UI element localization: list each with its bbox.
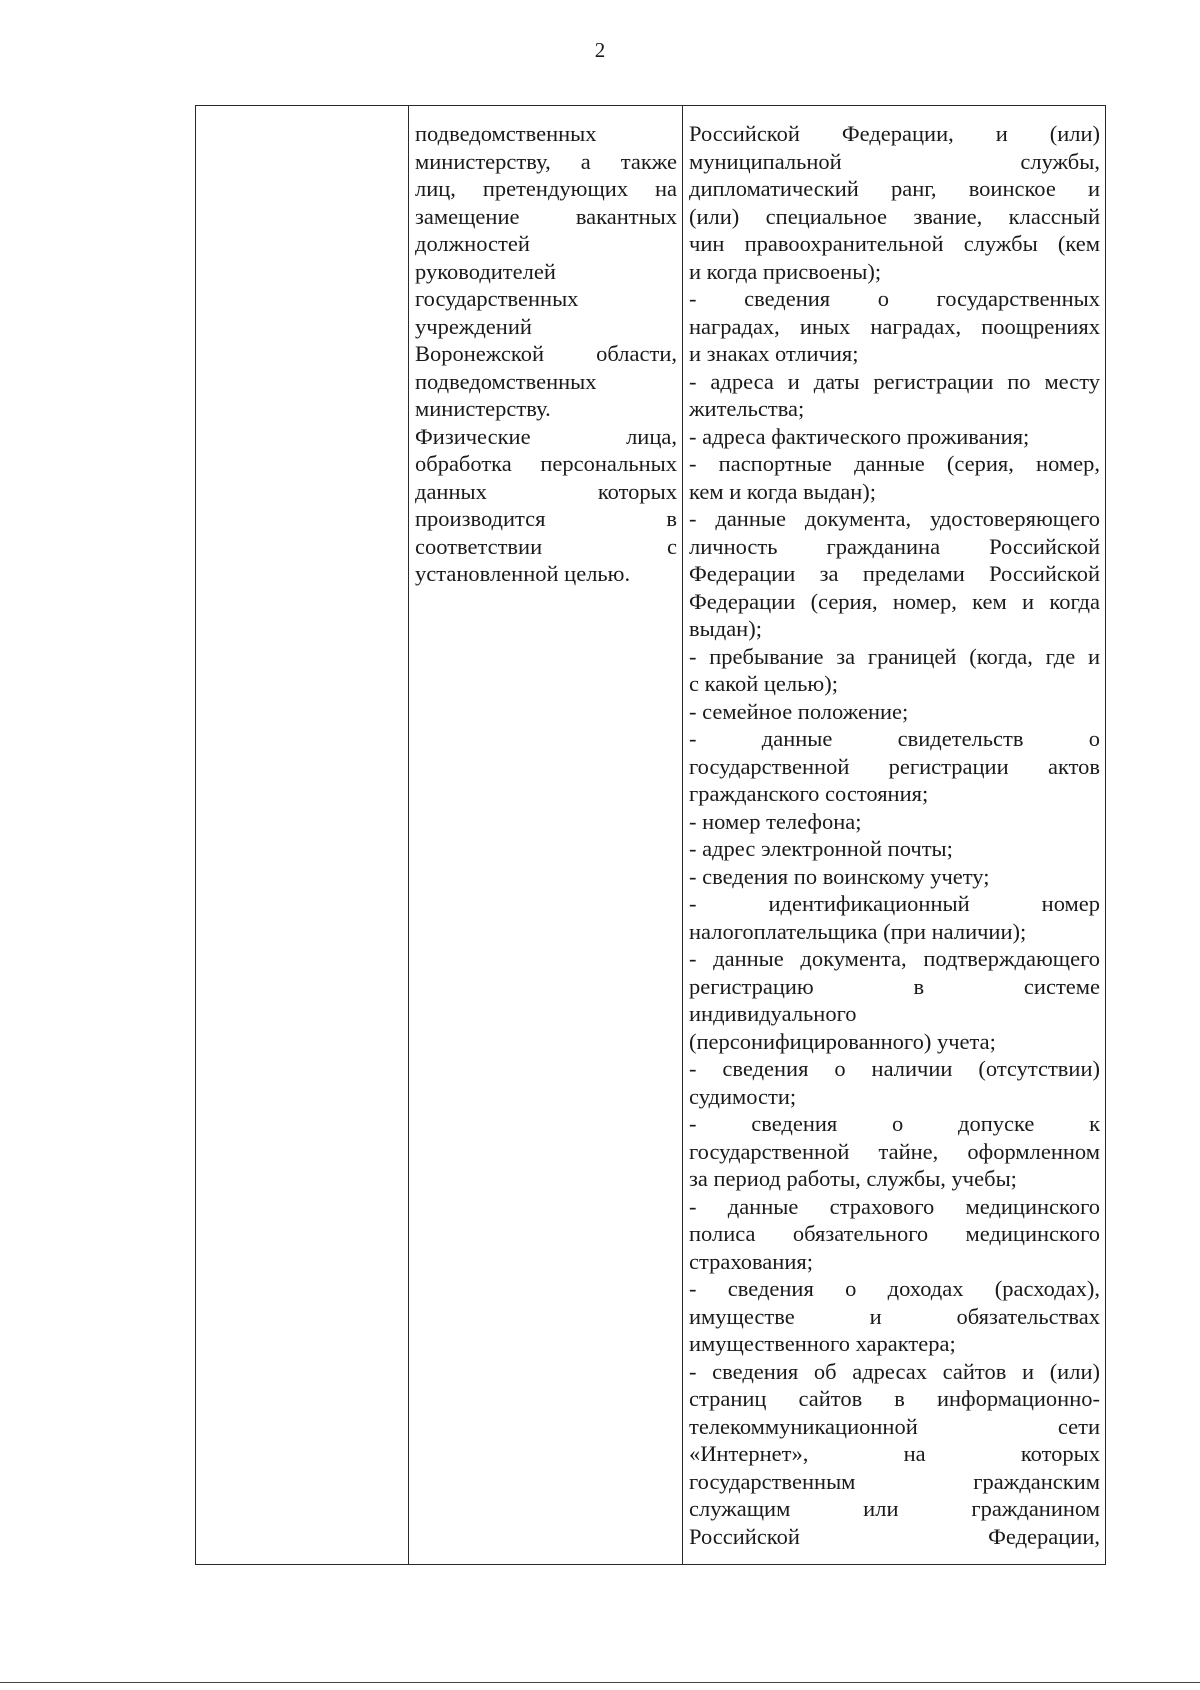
table-cell-empty [196, 106, 409, 1565]
text-line: Федерации за пределами Российской [689, 561, 1100, 586]
text-line: - адрес электронной почты; [689, 836, 953, 861]
text-line: полиса обязательного медицинского [689, 1221, 1100, 1246]
text-line: министерству, а также [415, 148, 677, 174]
text-line: государственной регистрации актов [689, 753, 1100, 779]
text-line: соответствии с [415, 533, 677, 559]
text-line: руководителей [415, 258, 556, 284]
text-line: Российской Федерации, [689, 1523, 1100, 1549]
text-line: - данные документа, удостоверяющего [689, 506, 1100, 531]
table-cell-data-categories [683, 106, 1106, 1565]
text-line: - сведения о доходах (расходах), [689, 1276, 1100, 1301]
text-line: министерству. [415, 396, 551, 421]
text-line: «Интернет», на которых [689, 1441, 1100, 1466]
text-line: государственных [415, 286, 579, 311]
text-line: Российской Федерации, и (или) [689, 121, 1100, 146]
text-line: (персонифицированного) учета; [689, 1028, 996, 1054]
text-line: - сведения о допуске к [689, 1111, 1100, 1136]
subjects-text [409, 106, 682, 588]
text-line: Федерации (серия, номер, кем и когда [689, 588, 1100, 614]
text-line: и когда присвоены); [689, 258, 882, 284]
data-categories-text [683, 106, 1105, 1550]
text-line: - сведения о наличии (отсутствии) [689, 1056, 1100, 1081]
text-line: служащим или гражданином [689, 1496, 1100, 1521]
text-line: государственным гражданским [689, 1468, 1100, 1494]
text-line: государственной тайне, оформленном [689, 1138, 1100, 1164]
text-line: телекоммуникационной сети [689, 1413, 1100, 1439]
text-line: учреждений [415, 313, 532, 339]
page-number: 2 [594, 38, 606, 62]
text-line: данных которых [415, 478, 677, 504]
text-line: должностей [415, 231, 530, 256]
page-bottom-rule [0, 1682, 1200, 1683]
table-cell-subjects [409, 106, 683, 1565]
table-row [196, 106, 1106, 1565]
text-line: страниц сайтов в информационно- [689, 1386, 1100, 1411]
text-line: страхования; [689, 1248, 813, 1274]
text-line: с какой целью); [689, 671, 838, 696]
text-line: и знаках отличия; [689, 341, 859, 366]
text-line: - сведения об адресах сайтов и (или) [689, 1358, 1100, 1384]
text-line: чин правоохранительной службы (кем [689, 231, 1100, 256]
text-line: обработка персональных [415, 451, 677, 476]
text-line: (или) специальное звание, классный [689, 203, 1100, 229]
text-line: замещение вакантных [415, 203, 677, 229]
text-line: - идентификационный номер [689, 891, 1100, 916]
text-line: гражданского состояния; [689, 781, 929, 806]
text-line: подведомственных [415, 368, 597, 394]
text-line: лиц, претендующих на [415, 176, 677, 201]
text-line: регистрацию в системе [689, 973, 1100, 999]
text-line: Воронежской области, [415, 341, 677, 366]
text-line: за период работы, службы, учебы; [689, 1166, 1017, 1191]
text-line: - пребывание за границей (когда, где и [689, 643, 1100, 669]
text-line: - адреса и даты регистрации по месту [689, 368, 1100, 394]
text-line: имуществе и обязательствах [689, 1303, 1100, 1329]
text-line: - семейное положение; [689, 698, 909, 724]
text-line: кем и когда выдан); [689, 478, 877, 504]
text-line: судимости; [689, 1083, 797, 1109]
text-line: - данные документа, подтверждающего [689, 946, 1100, 971]
text-line: индивидуального [689, 1001, 857, 1026]
text-line: подведомственных [415, 121, 597, 146]
text-line: - паспортные данные (серия, номер, [689, 451, 1100, 476]
text-line: личность гражданина Российской [689, 533, 1100, 559]
text-line: выдан); [689, 616, 762, 641]
document-table [195, 105, 1106, 1565]
text-line: налогоплательщика (при наличии); [689, 918, 1027, 944]
text-line: - данные свидетельств о [689, 726, 1100, 751]
text-line: муниципальной службы, [689, 148, 1100, 174]
text-line: жительства; [689, 396, 805, 421]
text-line: - адреса фактического проживания; [689, 423, 1030, 449]
text-line: дипломатический ранг, воинское и [689, 176, 1100, 201]
text-line: установленной целью. [415, 561, 631, 586]
text-line: наградах, иных наградах, поощрениях [689, 313, 1100, 339]
text-line: - данные страхового медицинского [689, 1193, 1100, 1219]
text-line: - сведения по воинскому учету; [689, 863, 990, 889]
text-line: Физические лица, [415, 423, 677, 449]
text-line: - сведения о государственных [689, 286, 1100, 311]
text-line: производится в [415, 506, 677, 531]
text-line: - номер телефона; [689, 808, 862, 834]
text-line: имущественного характера; [689, 1331, 956, 1356]
